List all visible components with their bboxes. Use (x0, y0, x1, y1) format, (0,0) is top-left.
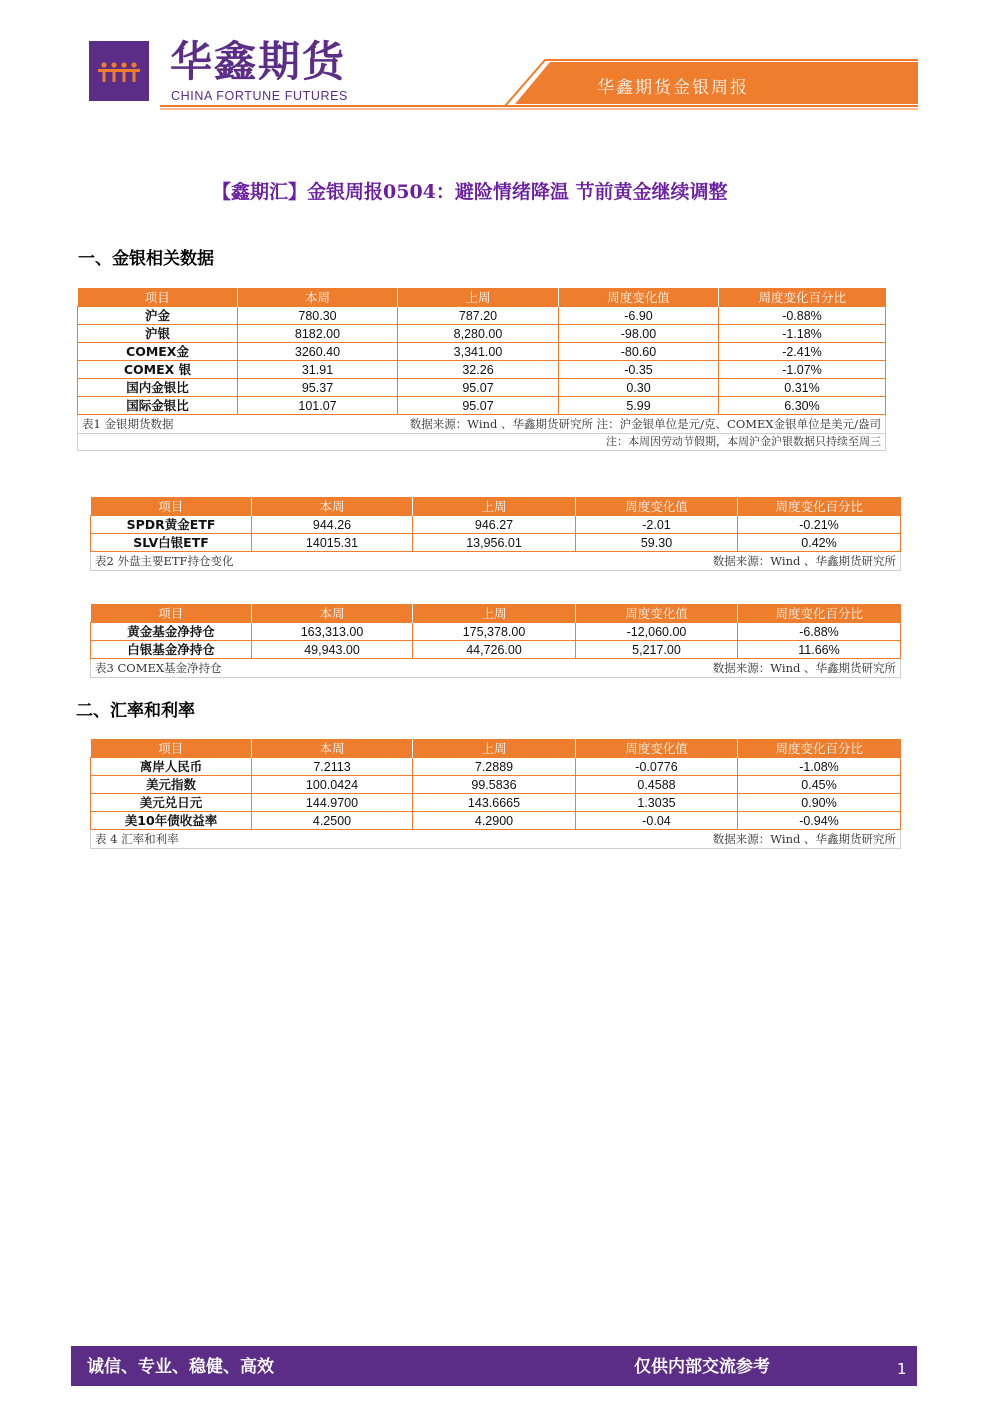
col-weekly-change-pct: 周度变化百分比 (738, 497, 901, 516)
col-weekly-change: 周度变化值 (576, 739, 738, 758)
table-row (91, 776, 901, 794)
table-note: 注：本周因劳动节假期，本周沪金沪银数据只持续至周三 (78, 434, 886, 451)
cell: -2.01 (576, 516, 738, 534)
col-this-week: 本周 (252, 739, 413, 758)
report-series-title: 华鑫期货金银周报 (597, 78, 749, 98)
cell: 101.07 (238, 397, 398, 415)
table-caption-row (91, 552, 901, 571)
cell: -12,060.00 (576, 623, 738, 641)
col-item: 项目 (91, 604, 252, 623)
table-row (91, 534, 901, 552)
table-row (91, 794, 901, 812)
cell: 780.30 (238, 307, 398, 325)
cell: 1.3035 (576, 794, 738, 812)
table-caption: 表1 金银期货数据 (82, 417, 174, 431)
col-this-week: 本周 (238, 288, 398, 307)
cell: 31.91 (238, 361, 398, 379)
cell: -0.94% (738, 812, 901, 830)
table-row (78, 361, 886, 379)
cell: -0.35 (559, 361, 719, 379)
col-item: 项目 (78, 288, 238, 307)
col-this-week: 本周 (252, 604, 413, 623)
cell: 0.42% (738, 534, 901, 552)
row-label: 离岸人民币 (91, 758, 252, 776)
cell: -1.08% (738, 758, 901, 776)
cell: -80.60 (559, 343, 719, 361)
col-weekly-change-pct: 周度变化百分比 (738, 739, 901, 758)
cell: 787.20 (398, 307, 559, 325)
table-etf-holdings (90, 497, 900, 571)
table-header-row (91, 604, 901, 623)
table-comex-fund-positions (90, 604, 900, 678)
cell: 0.30 (559, 379, 719, 397)
table-row (78, 307, 886, 325)
col-weekly-change: 周度变化值 (559, 288, 719, 307)
col-this-week: 本周 (252, 497, 413, 516)
cell: 32.26 (398, 361, 559, 379)
table-gold-silver-futures (77, 288, 885, 451)
row-label: COMEX 银 (78, 361, 238, 379)
caption-cell (91, 552, 901, 571)
cell: 11.66% (738, 641, 901, 659)
table-source: 数据来源：Wind 、华鑫期货研究所 (712, 554, 896, 568)
table-caption-row (91, 830, 901, 849)
cell: 5,217.00 (576, 641, 738, 659)
cell: 59.30 (576, 534, 738, 552)
table-caption-row (91, 659, 901, 678)
cell: -98.00 (559, 325, 719, 343)
cell: -6.88% (738, 623, 901, 641)
caption-cell (91, 830, 901, 849)
table-row (91, 812, 901, 830)
cell: 6.30% (719, 397, 886, 415)
cell: 4.2500 (252, 812, 413, 830)
cell: 95.07 (398, 397, 559, 415)
cell: 100.0424 (252, 776, 413, 794)
cell: 13,956.01 (413, 534, 576, 552)
row-label: 白银基金净持仓 (91, 641, 252, 659)
cell: 0.4588 (576, 776, 738, 794)
cell: 49,943.00 (252, 641, 413, 659)
cell: 175,378.00 (413, 623, 576, 641)
cell: 3,341.00 (398, 343, 559, 361)
cell: 3260.40 (238, 343, 398, 361)
cell: 0.90% (738, 794, 901, 812)
header-banner-shape (0, 0, 992, 120)
row-label: COMEX金 (78, 343, 238, 361)
cell: -6.90 (559, 307, 719, 325)
cell: 946.27 (413, 516, 576, 534)
row-label: 沪金 (78, 307, 238, 325)
table-caption: 表 4 汇率和利率 (95, 832, 179, 846)
row-label: 沪银 (78, 325, 238, 343)
caption-cell (78, 415, 886, 434)
section-title-fx-rates: 二、汇率和利率 (76, 701, 195, 721)
row-label: 美元指数 (91, 776, 252, 794)
col-last-week: 上周 (398, 288, 559, 307)
cell: -1.07% (719, 361, 886, 379)
logo-chinese-name: 华鑫期货 (170, 37, 347, 86)
cell: 8182.00 (238, 325, 398, 343)
cell: 95.37 (238, 379, 398, 397)
section-title-gold-silver: 一、金银相关数据 (78, 249, 214, 269)
cell: 99.5836 (413, 776, 576, 794)
table-source: 数据来源：Wind 、华鑫期货研究所 (712, 832, 896, 846)
table-source: 数据来源：Wind 、华鑫期货研究所 注：沪金银单位是元/克、COMEX金银单位是美元/盎司 (409, 417, 881, 431)
page-number: 1 (897, 1360, 907, 1378)
table-row (78, 379, 886, 397)
cell: -0.88% (719, 307, 886, 325)
row-label: 国际金银比 (78, 397, 238, 415)
col-weekly-change: 周度变化值 (576, 497, 738, 516)
footer-notice: 仅供内部交流参考 (634, 1357, 770, 1377)
row-label: 美元兑日元 (91, 794, 252, 812)
cell: 0.45% (738, 776, 901, 794)
table-row (91, 516, 901, 534)
cell: -2.41% (719, 343, 886, 361)
cell: 944.26 (252, 516, 413, 534)
table-row (91, 758, 901, 776)
table-row (91, 623, 901, 641)
row-label: 国内金银比 (78, 379, 238, 397)
col-last-week: 上周 (413, 497, 576, 516)
cell: 14015.31 (252, 534, 413, 552)
cell: -0.04 (576, 812, 738, 830)
col-item: 项目 (91, 497, 252, 516)
table-row (78, 397, 886, 415)
cell: -0.21% (738, 516, 901, 534)
report-headline: 【鑫期汇】金银周报0504：避险情绪降温 节前黄金继续调整 (212, 181, 728, 203)
cell: 8,280.00 (398, 325, 559, 343)
table-caption: 表3 COMEX基金净持仓 (95, 661, 222, 675)
cell: 163,313.00 (252, 623, 413, 641)
table-caption: 表2 外盘主要ETF持仓变化 (95, 554, 234, 568)
row-label: 美10年债收益率 (91, 812, 252, 830)
table-header-row (91, 739, 901, 758)
col-weekly-change: 周度变化值 (576, 604, 738, 623)
col-weekly-change-pct: 周度变化百分比 (738, 604, 901, 623)
cell: 5.99 (559, 397, 719, 415)
table-caption-row (78, 415, 886, 434)
table-source: 数据来源：Wind 、华鑫期货研究所 (712, 661, 896, 675)
col-weekly-change-pct: 周度变化百分比 (719, 288, 886, 307)
cell: 4.2900 (413, 812, 576, 830)
table-fx-and-rates (90, 739, 900, 849)
page-footer (71, 1346, 917, 1386)
cell: 7.2113 (252, 758, 413, 776)
cell: 0.31% (719, 379, 886, 397)
cell: 7.2889 (413, 758, 576, 776)
caption-cell (91, 659, 901, 678)
cell: 95.07 (398, 379, 559, 397)
footer-motto: 诚信、专业、稳健、高效 (87, 1357, 274, 1377)
cell: 143.6665 (413, 794, 576, 812)
table-header-row (78, 288, 886, 307)
logo-english-name: CHINA FORTUNE FUTURES (171, 89, 348, 103)
cell: 144.9700 (252, 794, 413, 812)
cell: -1.18% (719, 325, 886, 343)
row-label: SLV白银ETF (91, 534, 252, 552)
row-label: SPDR黄金ETF (91, 516, 252, 534)
cell: 44,726.00 (413, 641, 576, 659)
col-last-week: 上周 (413, 604, 576, 623)
col-item: 项目 (91, 739, 252, 758)
col-last-week: 上周 (413, 739, 576, 758)
table-note-row (78, 434, 886, 451)
table-row (91, 641, 901, 659)
table-header-row (91, 497, 901, 516)
table-row (78, 343, 886, 361)
table-row (78, 325, 886, 343)
row-label: 黄金基金净持仓 (91, 623, 252, 641)
cell: -0.0776 (576, 758, 738, 776)
